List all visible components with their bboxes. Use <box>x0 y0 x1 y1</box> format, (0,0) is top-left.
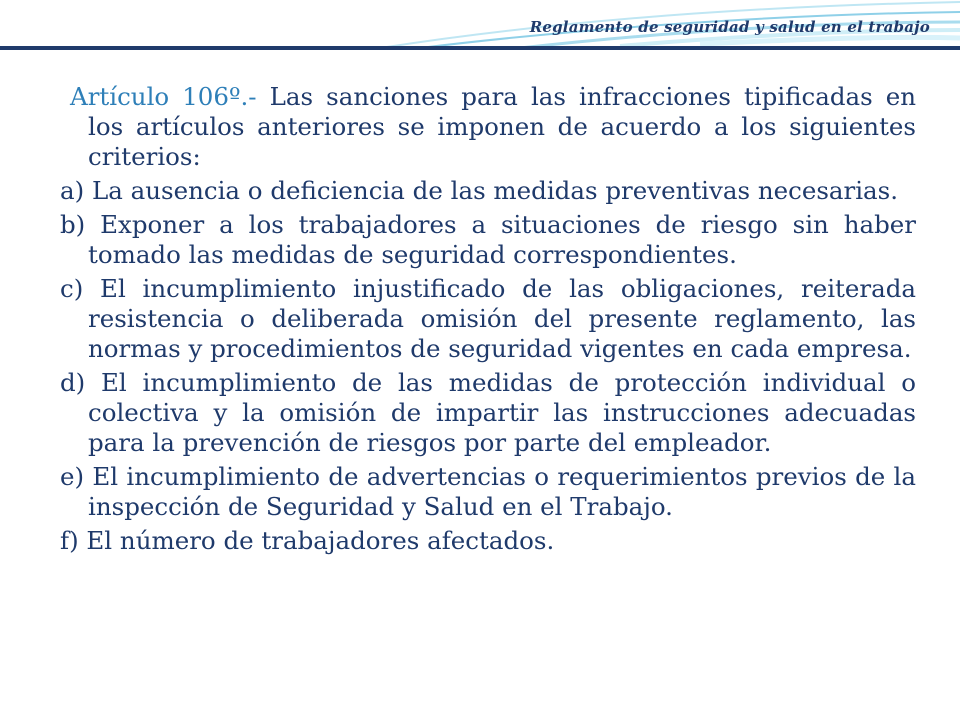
criterion-f: f) El número de trabajadores afectados. <box>60 526 555 555</box>
article-label: Artículo 106º.- <box>70 82 257 111</box>
criterion-c: c) El incumplimiento injustificado de las obligaciones, reiterada resistencia o deliberada omisión del presente reglamento, las normas y procedimientos de seguridad vigentes en cada empresa. <box>60 274 916 363</box>
article-intro <box>60 82 916 172</box>
criterion-d: d) El incumplimiento de las medidas de protección individual o colectiva y la omisión de impartir las instrucciones adecuadas para la prevención de riesgos por parte del empleador. <box>60 368 916 457</box>
criterion-a: a) La ausencia o deficiencia de las medidas preventivas necesarias. <box>60 176 899 205</box>
article-intro-text: Las sanciones para las infracciones tipificadas en los artículos anteriores se imponen de acuerdo a los siguientes criterios: <box>88 82 917 171</box>
header-divider <box>0 46 960 50</box>
criterion-b: b) Exponer a los trabajadores a situaciones de riesgo sin haber tomado las medidas de seguridad correspondientes. <box>60 210 916 269</box>
article-body <box>60 82 916 560</box>
header-title: Reglamento de seguridad y salud en el trabajo <box>529 18 930 36</box>
criterion-e: e) El incumplimiento de advertencias o requerimientos previos de la inspección de Seguridad y Salud en el Trabajo. <box>60 462 916 521</box>
